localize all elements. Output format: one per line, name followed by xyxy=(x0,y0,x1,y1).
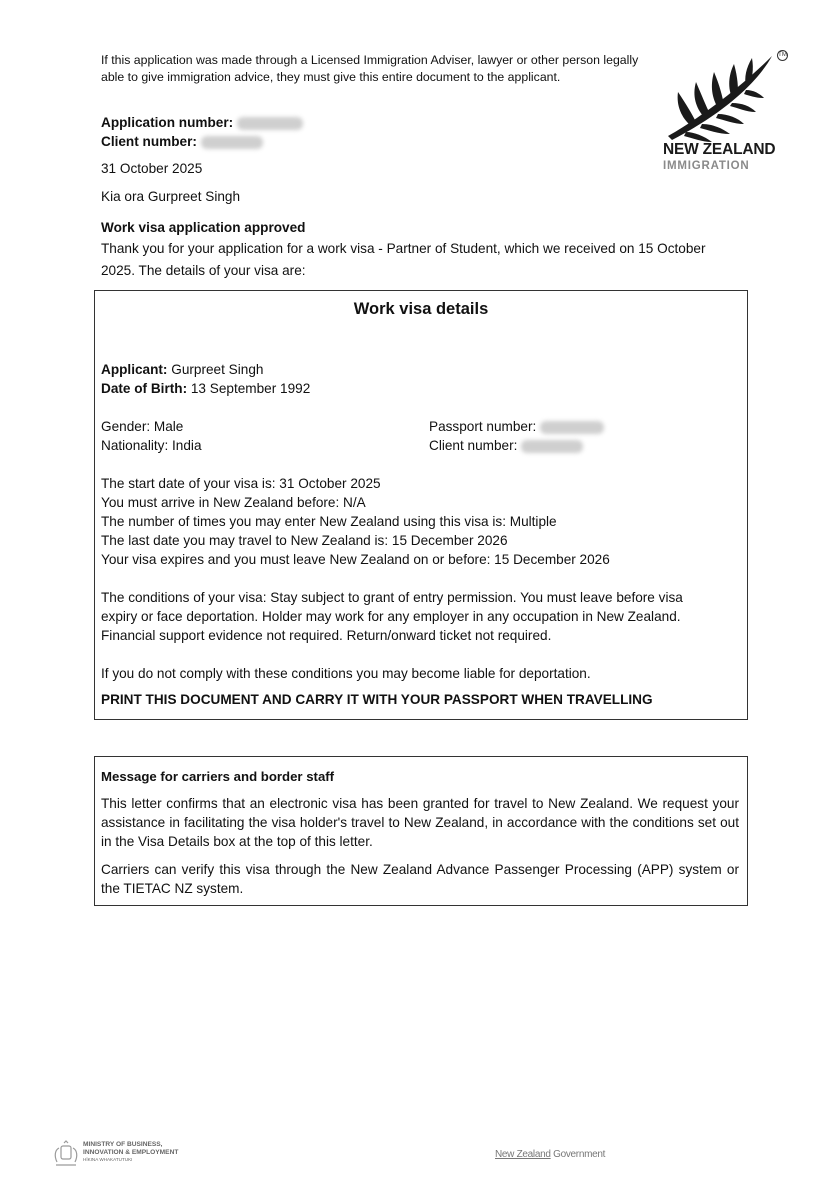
dob-value: 13 September 1992 xyxy=(187,381,311,396)
mbie-line-1: MINISTRY OF BUSINESS, xyxy=(83,1141,163,1148)
mbie-wordmark xyxy=(83,1141,178,1164)
last-travel-date: The last date you may travel to New Zealand is: 15 December 2026 xyxy=(101,533,508,548)
redacted-visa-client-number xyxy=(521,440,583,453)
expiry-date: Your visa expires and you must leave New Zealand on or before: 15 December 2026 xyxy=(101,552,610,567)
passport-number xyxy=(429,417,604,436)
date-of-birth xyxy=(101,379,310,398)
trademark-mark: TM xyxy=(777,50,788,61)
logo-brand: NEW ZEALAND xyxy=(663,141,776,158)
carriers-heading: Message for carriers and border staff xyxy=(101,769,335,784)
applicant-label: Applicant: xyxy=(101,362,168,377)
applicant xyxy=(101,360,263,379)
comply-warning: If you do not comply with these conditions you may become liable for deportation. xyxy=(101,666,591,681)
logo-sub: IMMIGRATION xyxy=(663,160,750,172)
visa-client-number-label: Client number: xyxy=(429,438,518,453)
client-number xyxy=(101,132,263,151)
adviser-notice: If this application was made through a Licensed Immigration Adviser, lawyer or other person legally able to give immigration advice, they must give this entire document to the applicant. xyxy=(101,53,639,84)
redacted-client-number xyxy=(201,136,263,149)
arrive-before: You must arrive in New Zealand before: N/A xyxy=(101,495,366,510)
greeting: Kia ora Gurpreet Singh xyxy=(101,189,241,204)
passport-number-label: Passport number: xyxy=(429,419,537,434)
carriers-paragraph-2: Carriers can verify this visa through the New Zealand Advance Passenger Processing (APP) system or the TIETAC NZ system. xyxy=(101,862,739,896)
application-number-label: Application number: xyxy=(101,115,234,130)
approval-heading: Work visa application approved xyxy=(101,220,306,235)
conditions-line-1: The conditions of your visa: Stay subject to grant of entry permission. You must leave before visa xyxy=(101,590,683,605)
nz-government-wordmark xyxy=(495,1149,605,1160)
conditions-line-3: Financial support evidence not required. Return/onward ticket not required. xyxy=(101,628,552,643)
visa-client-number xyxy=(429,436,583,455)
letter-date: 31 October 2025 xyxy=(101,161,203,176)
redacted-application-number xyxy=(237,117,303,130)
applicant-value: Gurpreet Singh xyxy=(167,362,264,377)
coat-of-arms-icon xyxy=(50,1140,82,1170)
intro-line-1: Thank you for your application for a work visa - Partner of Student, which we received on 15 October xyxy=(101,241,706,256)
intro-line-2: 2025. The details of your visa are: xyxy=(101,263,306,278)
mbie-line-3: HĪKINA WHAKATUTUKI xyxy=(83,1157,133,1162)
nationality: Nationality: India xyxy=(101,438,202,453)
redacted-passport-number xyxy=(540,421,604,434)
conditions-line-2: expiry or face deportation. Holder may work for any employer in any occupation in New Zealand. xyxy=(101,609,681,624)
application-number xyxy=(101,113,303,132)
gender: Gender: Male xyxy=(101,419,184,434)
print-notice: PRINT THIS DOCUMENT AND CARRY IT WITH YOUR PASSPORT WHEN TRAVELLING xyxy=(101,692,653,707)
start-date: The start date of your visa is: 31 October 2025 xyxy=(101,476,381,491)
carriers-paragraph-1: This letter confirms that an electronic visa has been granted for travel to New Zealand. We request your assistance in facilitating the visa holder's travel to New Zealand, in accordance with the conditions set out in the Visa Details box at the top of this letter. xyxy=(101,796,739,849)
dob-label: Date of Birth: xyxy=(101,381,188,396)
entries: The number of times you may enter New Zealand using this visa is: Multiple xyxy=(101,514,557,529)
client-number-label: Client number: xyxy=(101,134,197,149)
gov-part-1: New Zealand xyxy=(495,1149,551,1160)
mbie-line-2: INNOVATION & EMPLOYMENT xyxy=(83,1148,179,1156)
visa-details-title: Work visa details xyxy=(353,300,489,318)
gov-part-2: Government xyxy=(550,1149,606,1160)
